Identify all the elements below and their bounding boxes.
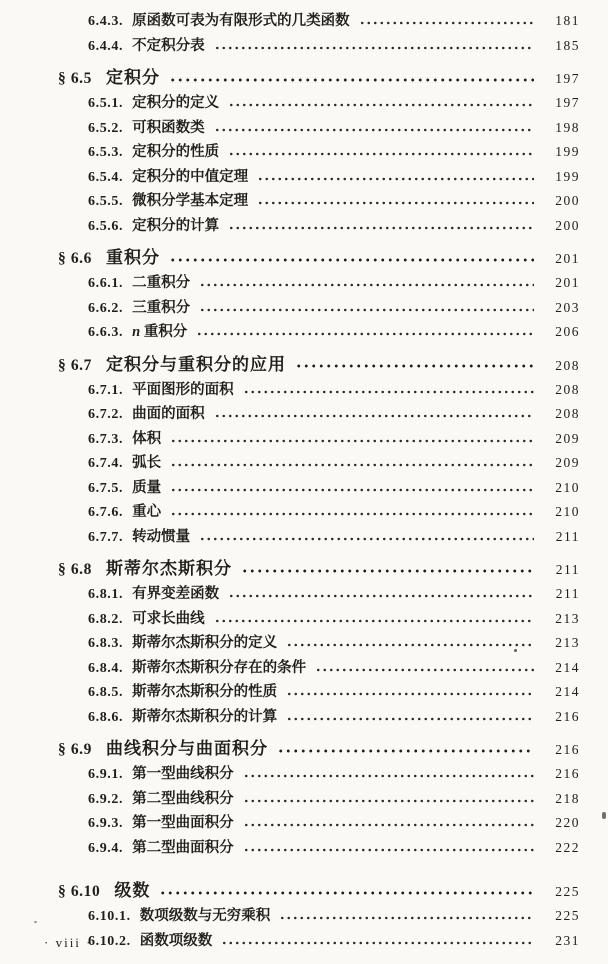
toc-entry-title xyxy=(132,140,219,165)
dot-leader xyxy=(169,244,534,271)
toc-entry-title xyxy=(106,555,232,582)
toc-entry-number: § 6.5 xyxy=(58,70,92,87)
toc-entry-row xyxy=(58,762,580,787)
dot-leader xyxy=(214,34,534,59)
toc-entry-title xyxy=(132,680,277,705)
toc-entry-pagenumber: 231 xyxy=(555,932,580,948)
toc-entry-number: 6.8.2. xyxy=(88,611,124,627)
toc-entry-number: 6.5.4. xyxy=(88,169,124,185)
toc-entry-title xyxy=(132,607,205,632)
toc-entry-pagenumber: 198 xyxy=(555,119,580,135)
toc-entry-number: 6.6.2. xyxy=(88,300,124,316)
dot-leader xyxy=(228,582,534,607)
toc-entry-italic-variable: n xyxy=(132,324,141,340)
toc-entry-row xyxy=(58,582,580,607)
toc-entry-title-text: 二重积分 xyxy=(132,275,191,291)
toc-entry-pagenumber: 201 xyxy=(555,275,580,290)
toc-entry-title-text: 第二型曲面积分 xyxy=(132,839,234,856)
toc-entry-pagenumber: 209 xyxy=(555,430,580,446)
toc-entry-title-text: 定积分的性质 xyxy=(132,144,220,160)
dot-leader xyxy=(279,904,534,929)
dot-leader xyxy=(243,378,534,403)
toc-entry-title-text: 体积 xyxy=(132,430,162,447)
toc-entry-number: 6.8.6. xyxy=(88,709,124,725)
toc-entry-title-text: 曲线积分与曲面积分 xyxy=(106,739,268,758)
dot-leader xyxy=(257,189,534,214)
dot-leader xyxy=(243,762,534,787)
toc-entry-title xyxy=(132,271,190,296)
toc-entry-title-text: 定积分与重积分的应用 xyxy=(106,354,286,374)
toc-entry-row xyxy=(58,165,580,190)
toc-entry-title xyxy=(132,836,234,861)
toc-entry-row xyxy=(58,320,580,345)
toc-entry-pagenumber: 201 xyxy=(555,251,580,266)
dot-leader xyxy=(286,680,534,705)
dot-leader xyxy=(199,525,534,550)
toc-entry-number: 6.9.2. xyxy=(88,791,124,807)
toc-entry-row xyxy=(58,451,580,476)
toc-entry-title-text: 定积分 xyxy=(106,68,160,87)
toc-entry-pagenumber: 222 xyxy=(555,839,580,855)
dot-leader xyxy=(169,64,534,91)
toc-entry-row xyxy=(58,525,580,550)
toc-entry-title-text: 可求长曲线 xyxy=(132,610,205,627)
toc-entry-pagenumber: 197 xyxy=(555,95,580,110)
toc-entry-title-text: 斯蒂尔杰斯积分的性质 xyxy=(132,684,278,700)
toc-entry-pagenumber: 206 xyxy=(555,324,580,339)
toc-entry-title-text: 定积分的中值定理 xyxy=(132,168,249,185)
toc-entry-number: § 6.7 xyxy=(58,356,92,374)
toc-entry-number: 6.10.2. xyxy=(88,933,131,949)
toc-entry-title xyxy=(132,811,234,836)
toc-entry-row xyxy=(58,500,580,525)
toc-entry-title xyxy=(132,189,248,214)
toc-entry-row xyxy=(58,735,580,762)
toc-entry-number: 6.8.5. xyxy=(88,685,124,700)
toc-entry-title xyxy=(132,705,277,730)
toc-entry-row xyxy=(58,904,580,929)
toc-entry-title xyxy=(132,787,234,812)
toc-entry-pagenumber: 181 xyxy=(555,13,580,28)
toc-entry-pagenumber: 213 xyxy=(555,610,580,626)
toc-entry-title xyxy=(106,64,160,91)
toc-entry-pagenumber: 211 xyxy=(555,562,580,577)
dot-leader xyxy=(228,91,534,116)
toc-entry-number: 6.10.1. xyxy=(88,909,131,924)
toc-entry-row xyxy=(58,656,580,681)
toc-entry-title xyxy=(132,296,190,321)
dot-leader xyxy=(214,607,534,632)
toc-entry-row xyxy=(58,116,580,141)
toc-entry-pagenumber: 220 xyxy=(555,815,580,830)
dot-leader xyxy=(196,320,534,345)
toc-entry-title-text: 第二型曲线积分 xyxy=(132,790,234,807)
toc-entry-title-text: 质量 xyxy=(132,479,162,496)
toc-entry-title-text: 平面图形的面积 xyxy=(132,381,234,398)
toc-entry-pagenumber: 203 xyxy=(555,299,580,315)
dot-leader xyxy=(159,877,534,904)
scan-speck xyxy=(34,921,37,923)
toc-entry-title-text: 曲面的面积 xyxy=(132,406,205,422)
toc-entry-title-text: 定积分的计算 xyxy=(132,217,220,234)
toc-entry-row xyxy=(58,91,580,116)
dot-leader xyxy=(295,351,534,378)
toc-entry-number: 6.6.3. xyxy=(88,325,124,340)
toc-entry-number: 6.7.2. xyxy=(88,407,124,422)
toc-entry-number: 6.5.1. xyxy=(88,96,124,111)
toc-entry-title-text: 斯蒂尔杰斯积分的计算 xyxy=(132,708,278,725)
toc-entry-row xyxy=(58,607,580,632)
toc-entry-pagenumber: 225 xyxy=(555,884,580,899)
toc-entry-number: 6.7.5. xyxy=(88,480,124,496)
dot-leader xyxy=(241,555,534,582)
toc-entry-pagenumber: 216 xyxy=(555,708,580,724)
toc-entry-number: 6.4.3. xyxy=(88,14,124,29)
toc-entry-row xyxy=(58,836,580,861)
toc-entry-row xyxy=(58,214,580,239)
toc-entry-pagenumber: 200 xyxy=(555,193,580,208)
toc-entry-number: § 6.6 xyxy=(58,250,92,267)
dot-leader xyxy=(214,402,534,427)
toc-entry-number: 6.9.1. xyxy=(88,767,124,782)
toc-entry-title xyxy=(106,244,160,271)
toc-entry-title xyxy=(132,402,205,427)
toc-entry-pagenumber: 211 xyxy=(555,586,580,601)
toc-entry-number: 6.6.1. xyxy=(88,276,124,291)
toc-entry-number: 6.8.3. xyxy=(88,636,124,651)
toc-entry-row xyxy=(58,427,580,452)
toc-entry-title xyxy=(132,34,205,59)
toc-entry-pagenumber: 214 xyxy=(555,684,580,699)
toc-entry-title xyxy=(132,214,219,239)
toc-entry-number: 6.7.1. xyxy=(88,382,124,398)
dot-leader xyxy=(170,427,534,452)
toc-entry-title xyxy=(114,877,150,904)
toc-entry-number: 6.7.3. xyxy=(88,431,124,447)
toc-entry-title xyxy=(132,427,161,452)
toc-entry-number: 6.5.5. xyxy=(88,194,124,209)
toc-entry-title-text: 斯蒂尔杰斯积分存在的条件 xyxy=(132,659,307,676)
toc-entry-title-text: 重心 xyxy=(132,504,162,520)
dot-leader xyxy=(257,165,534,190)
toc-entry-row xyxy=(58,680,580,705)
toc-entry-title xyxy=(106,351,286,378)
toc-entry-title xyxy=(132,320,187,345)
toc-entry-row xyxy=(58,244,580,271)
toc-entry-title-text: 微积分学基本定理 xyxy=(132,193,249,209)
toc-entry-pagenumber: 218 xyxy=(555,790,580,806)
toc-entry-row xyxy=(58,476,580,501)
toc-entry-pagenumber: 210 xyxy=(555,479,580,495)
toc-entry-row xyxy=(58,631,580,656)
toc-entry-number: 6.5.6. xyxy=(88,218,124,234)
toc-entry-title-text: 重积分 xyxy=(140,324,188,340)
scan-speck xyxy=(602,812,606,819)
toc-entry-title xyxy=(132,762,234,787)
toc-entry-pagenumber: 210 xyxy=(555,504,580,519)
toc-entry-title xyxy=(132,91,219,116)
toc-entry-number: 6.5.3. xyxy=(88,145,124,160)
toc-entry-row xyxy=(58,140,580,165)
toc-entry-number: 6.8.1. xyxy=(88,587,124,602)
dot-leader xyxy=(170,500,534,525)
toc-entry-title xyxy=(132,631,277,656)
dot-leader xyxy=(243,787,534,812)
toc-entry-number: 6.7.4. xyxy=(88,456,124,471)
toc-entry-row xyxy=(58,271,580,296)
toc-entry-row xyxy=(58,705,580,730)
dot-leader xyxy=(199,271,534,296)
toc-entry-title xyxy=(132,525,190,550)
folio-page-number: · viii · xyxy=(44,935,93,950)
toc-entry-row xyxy=(58,877,580,904)
toc-entry-pagenumber: 216 xyxy=(555,766,580,781)
toc-entry-pagenumber: 216 xyxy=(555,742,580,757)
toc-entry-pagenumber: 199 xyxy=(555,144,580,159)
toc-entry-title-text: 斯蒂尔杰斯积分 xyxy=(106,559,232,578)
toc-entry-title-text: 函数项级数 xyxy=(139,932,213,949)
dot-leader xyxy=(170,451,534,476)
toc-entry-title-text: 重积分 xyxy=(106,248,160,267)
toc-entry-title xyxy=(132,9,350,34)
dot-leader xyxy=(286,705,534,730)
toc-entry-row xyxy=(58,351,580,378)
toc-entry-row xyxy=(58,189,580,214)
dot-leader xyxy=(170,476,534,501)
toc-entry-title-text: 定积分的定义 xyxy=(132,95,220,111)
toc-entry-row xyxy=(58,64,580,91)
toc-entry-pagenumber: 208 xyxy=(555,357,580,373)
toc-entry-number: 6.9.4. xyxy=(88,840,124,856)
dot-leader xyxy=(221,929,534,954)
toc-entry-pagenumber: 214 xyxy=(555,659,580,675)
toc-entry-title xyxy=(132,476,161,501)
toc-entry-title-text: 弧长 xyxy=(132,455,162,471)
toc-entry-pagenumber: 213 xyxy=(555,635,580,650)
toc-entry-pagenumber: 208 xyxy=(555,406,580,421)
toc-entry-title xyxy=(140,904,271,929)
dot-leader xyxy=(315,656,534,681)
toc-entry-title-text: 转动惯量 xyxy=(132,528,191,545)
toc-entry-title xyxy=(132,116,205,141)
toc-entry-title-text: 斯蒂尔杰斯积分的定义 xyxy=(132,635,278,651)
dot-leader xyxy=(243,811,534,836)
toc-entry-row xyxy=(58,929,580,954)
toc-entry-title-text: 原函数可表为有限形式的几类函数 xyxy=(132,13,350,29)
scan-speck xyxy=(514,649,517,652)
toc-entry-row xyxy=(58,787,580,812)
toc-entry-number: 6.9.3. xyxy=(88,816,124,831)
toc-entry-title xyxy=(132,656,306,681)
toc-entry-pagenumber: 208 xyxy=(555,381,580,397)
toc-entry-title-text: 数项级数与无穷乘积 xyxy=(139,908,271,924)
toc-entry-row xyxy=(58,555,580,582)
dot-leader xyxy=(286,631,534,656)
toc-entry-row xyxy=(58,34,580,59)
toc-entry-title-text: 有界变差函数 xyxy=(132,586,220,602)
dot-leader xyxy=(243,836,534,861)
dot-leader xyxy=(277,735,534,762)
toc-entry-row xyxy=(58,296,580,321)
toc-entry-title xyxy=(132,582,219,607)
toc-entry-number: 6.5.2. xyxy=(88,120,124,136)
toc-entry-pagenumber: 225 xyxy=(555,908,580,923)
toc-entry-title xyxy=(132,500,161,525)
toc-entry-title-text: 三重积分 xyxy=(132,299,191,316)
toc-entry-number: § 6.8 xyxy=(58,561,92,578)
toc-entry-number: 6.4.4. xyxy=(88,38,124,54)
toc-entry-title-text: 可积函数类 xyxy=(132,119,205,136)
dot-leader xyxy=(359,9,534,34)
toc-entry-row xyxy=(58,402,580,427)
dot-leader xyxy=(199,296,534,321)
toc-entry-pagenumber: 211 xyxy=(555,528,580,544)
toc-entry-row xyxy=(58,9,580,34)
toc-entry-title xyxy=(106,735,268,762)
toc-entry-number: 6.7.7. xyxy=(88,529,124,545)
toc-entry-row xyxy=(58,811,580,836)
toc-entry-title xyxy=(132,451,161,476)
toc-entry-title-text: 不定积分表 xyxy=(132,37,205,54)
dot-leader xyxy=(214,116,534,141)
toc-entry-pagenumber: 209 xyxy=(555,455,580,470)
table-of-contents xyxy=(58,9,580,953)
toc-entry-pagenumber: 185 xyxy=(555,37,580,53)
toc-entry-title xyxy=(132,165,248,190)
dot-leader xyxy=(228,140,534,165)
toc-entry-title-text: 第一型曲面积分 xyxy=(132,815,234,831)
toc-entry-number: 6.7.6. xyxy=(88,505,124,520)
toc-entry-number: § 6.9 xyxy=(58,741,92,758)
toc-entry-number: 6.8.4. xyxy=(88,660,124,676)
toc-entry-title-text: 级数 xyxy=(114,881,151,900)
dot-leader xyxy=(228,214,534,239)
toc-entry-pagenumber: 199 xyxy=(555,168,580,184)
toc-entry-pagenumber: 200 xyxy=(555,217,580,233)
toc-entry-title xyxy=(140,929,213,954)
toc-entry-pagenumber: 197 xyxy=(555,71,580,86)
toc-entry-row xyxy=(58,378,580,403)
toc-entry-title xyxy=(132,378,234,403)
toc-entry-number: § 6.10 xyxy=(58,883,101,900)
toc-entry-title-text: 第一型曲线积分 xyxy=(132,766,234,782)
